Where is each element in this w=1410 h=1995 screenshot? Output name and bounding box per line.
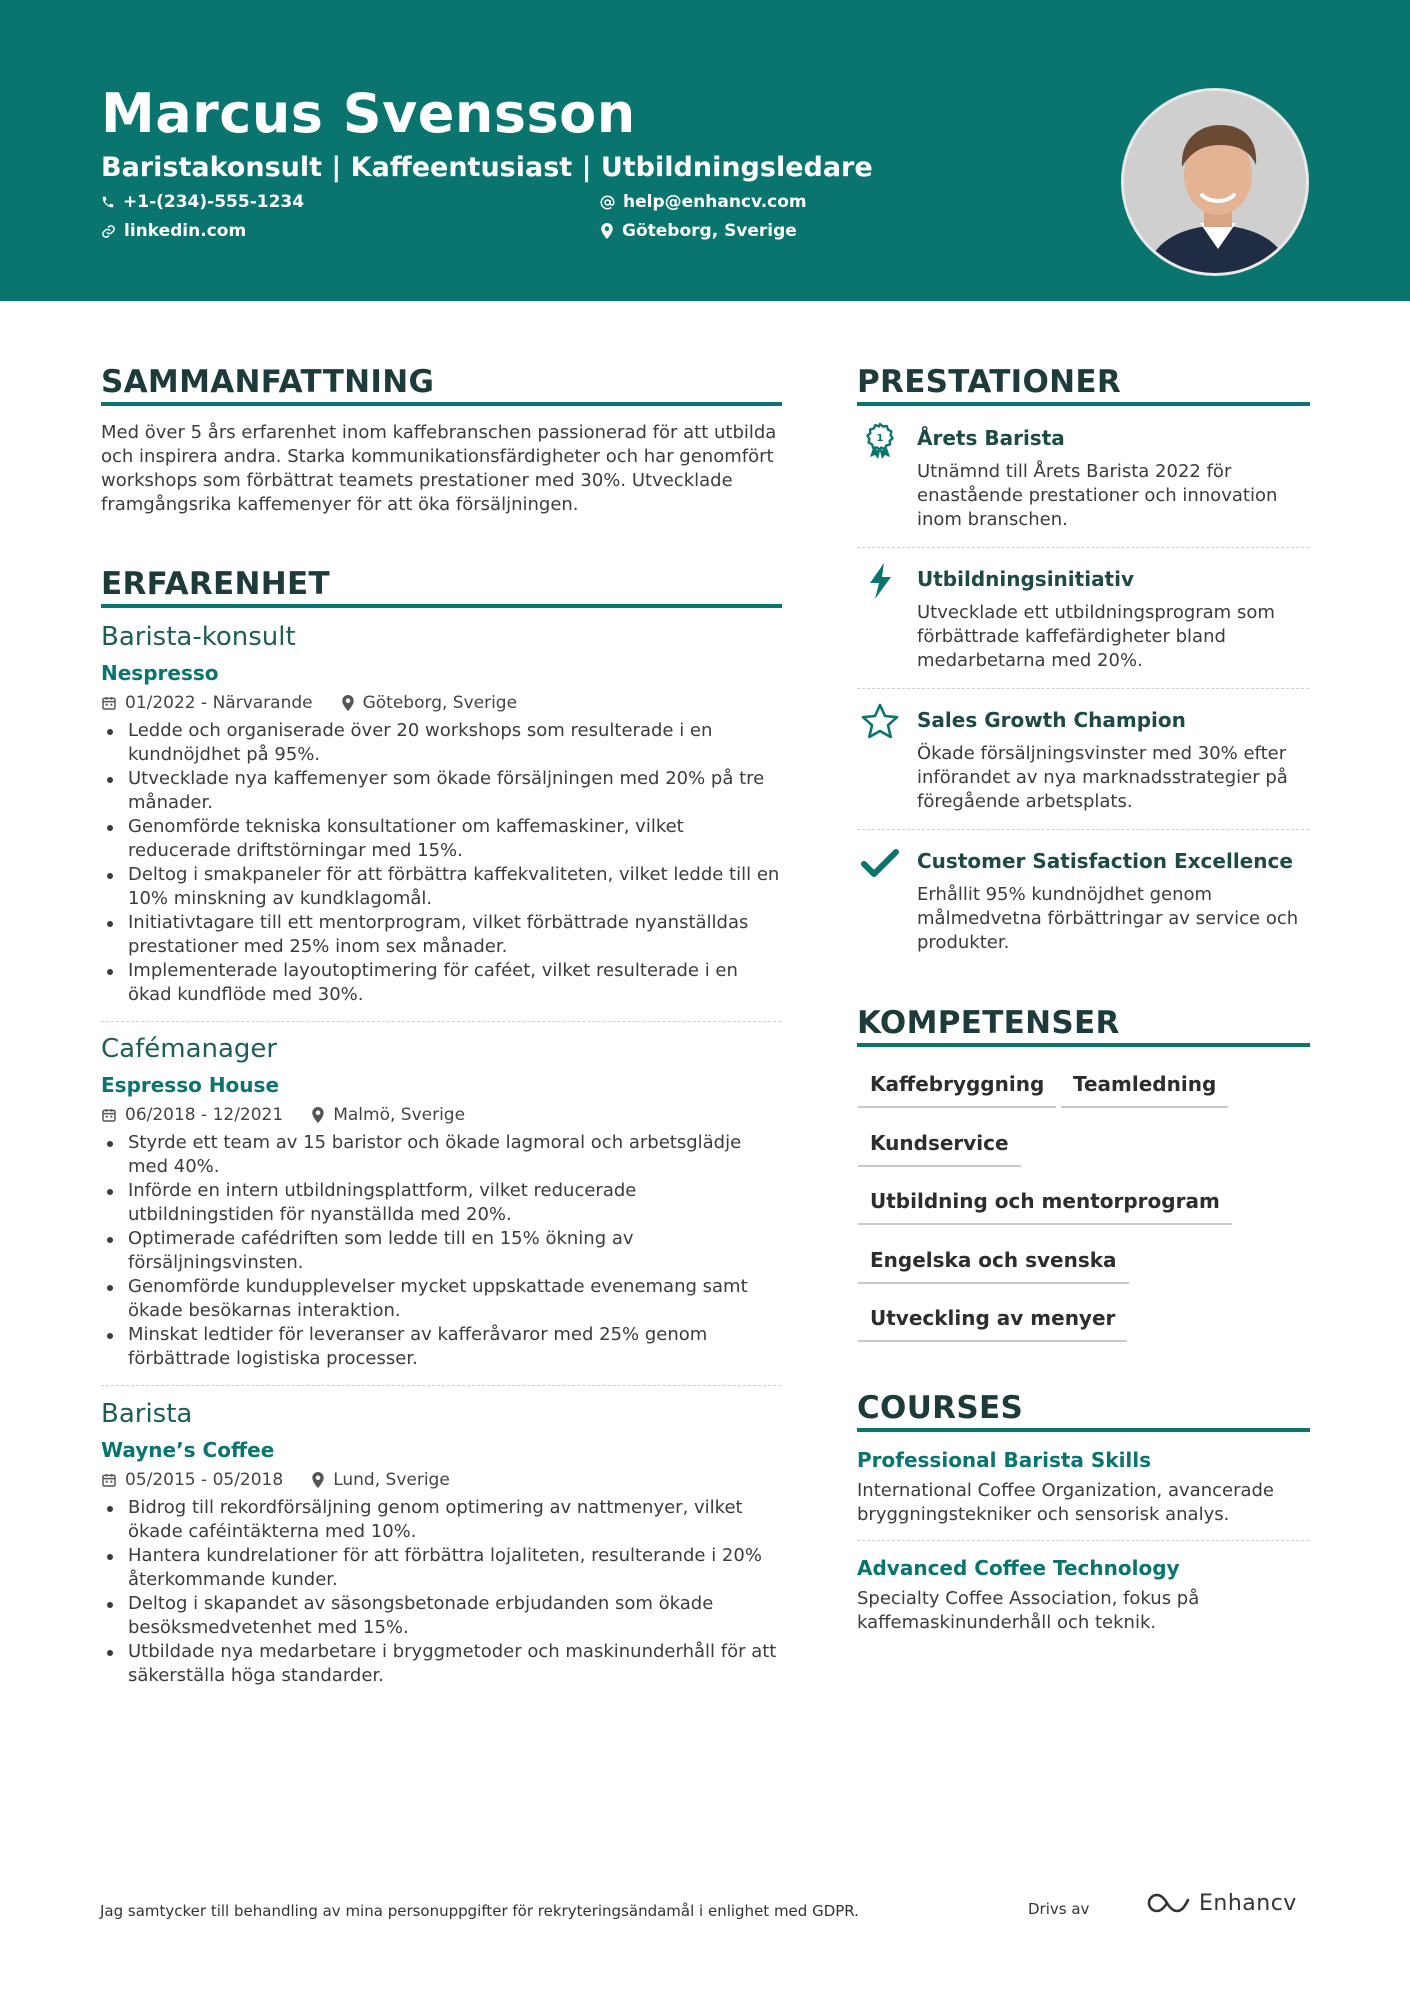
list-item: Införde en intern utbildningsplattform, vilket reducerade utbildningstiden för nyanställda med 20%. [101,1179,781,1227]
achievement-divider [857,547,1309,548]
achievements-rule [857,402,1310,406]
skill-tag: Utbildning och mentorprogram [858,1189,1232,1225]
job-dates: 05/2015 - 05/2018 [125,1470,284,1490]
list-item: Styrde ett team av 15 baristor och ökade lagmoral och arbetsglädje med 40%. [101,1131,781,1179]
achievement-desc: Utvecklade ett utbildningsprogram som förbättrade kaffefärdigheter bland medarbetarna med 20%. [917,602,1275,671]
list-item: Minskat ledtider för leveranser av kafferåvaror med 25% genom förbättrade logistiska processer. [101,1323,781,1371]
job-dates: 01/2022 - Närvarande [125,693,313,713]
job-company: Espresso House [101,1073,280,1097]
job-location: Malmö, Sverige [333,1105,466,1125]
skill-tag: Kundservice [858,1131,1021,1167]
list-item: Hantera kundrelationer för att förbättra lojaliteten, resulterande i 20% återkommande kunder. [101,1544,781,1592]
star-outline-icon [860,702,900,742]
achievement-title: Sales Growth Champion [917,708,1186,732]
course-divider [857,1540,1309,1541]
email-text[interactable]: help@enhancv.com [623,192,807,212]
list-item: Ledde och organiserade över 20 workshops som resulterade i en kundnöjdhet på 95%. [101,719,781,767]
location-pin-icon [311,1472,325,1488]
list-item: Optimerade cafédriften som ledde till en 15% ökning av försäljningsvinsten. [101,1227,781,1275]
linkedin-text[interactable]: linkedin.com [124,221,247,241]
summary-text: Med över 5 års erfarenhet inom kaffebranschen passionerad för att utbilda och inspirera andra. Starka kommunikationsfärdigheter och har genomfört workshops som förbättrat teamets prestationer med 30%. Utvecklade framgångsrika kaffemenyer för att öka försäljningen. [101,422,777,515]
calendar-icon [101,1472,117,1488]
list-item: Genomförde kundupplevelser mycket uppskattade evenemang samt ökade besökarnas interaktion. [101,1275,781,1323]
course-desc: Specialty Coffee Association, fokus på kaffemaskinunderhåll och teknik. [857,1588,1200,1633]
job-bullets [101,1496,781,1688]
brand-name: Enhancv [1199,1890,1297,1916]
list-item: Bidrog till rekordförsäljning genom optimering av nattmenyer, vilket ökade caféintäkterna med 10%. [101,1496,781,1544]
job-title: Barista-konsult [101,622,296,652]
achievements-heading: PRESTATIONER [857,364,1122,400]
phone-text: +1-(234)-555-1234 [123,192,305,212]
job-meta [101,693,517,713]
svg-text:1: 1 [876,433,884,444]
list-item: Implementerade layoutoptimering för caféet, vilket resulterade i en ökad kundflöde med 30%. [101,959,781,1007]
location-text: Göteborg, Sverige [622,221,797,241]
skills-rule [857,1043,1310,1047]
skill-tag: Kaffebryggning [858,1072,1056,1108]
list-item: Utvecklade nya kaffemenyer som ökade försäljningen med 20% på tre månader. [101,767,781,815]
achievement-desc: Ökade försäljningsvinster med 30% efter införandet av nya marknadsstrategier på föregående arbetsplats. [917,743,1288,812]
job-location: Göteborg, Sverige [362,693,518,713]
at-sign-icon [600,195,615,210]
list-item: Deltog i smakpaneler för att förbättra kaffekvaliteten, vilket ledde till en 10% minskning av kundklagomål. [101,863,781,911]
link-icon [101,224,116,239]
contact-phone [101,192,304,212]
location-pin-icon [341,695,355,711]
course-title: Professional Barista Skills [857,1448,1152,1472]
summary-rule [101,402,782,406]
person-portrait-icon [1124,91,1309,276]
skill-tag: Utveckling av menyer [858,1306,1127,1342]
job-company: Wayne’s Coffee [101,1438,275,1462]
job-company: Nespresso [101,661,219,685]
contact-linkedin[interactable] [101,221,246,241]
job-divider [101,1021,781,1022]
achievement-divider [857,829,1309,830]
lightning-bolt-icon [860,561,900,601]
candidate-name: Marcus Svensson [101,82,636,145]
job-location: Lund, Sverige [333,1470,450,1490]
experience-heading: ERFARENHET [101,566,330,602]
achievement-title: Utbildningsinitiativ [917,567,1135,591]
achievement-title: Customer Satisfaction Excellence [917,849,1293,873]
contact-location [600,221,797,241]
achievement-desc: Erhållit 95% kundnöjdhet genom målmedvetna förbättringar av service och produkter. [917,884,1299,953]
job-dates: 06/2018 - 12/2021 [125,1105,284,1125]
brand-logo[interactable] [1147,1890,1297,1916]
courses-rule [857,1428,1310,1432]
powered-by-label: Drivs av [1028,1900,1090,1918]
achievement-title: Årets Barista [917,426,1065,450]
job-divider [101,1385,781,1386]
phone-icon [101,195,115,209]
achievement-divider [857,688,1309,689]
job-bullets [101,719,781,1007]
job-meta [101,1105,465,1125]
skill-tag: Teamledning [1061,1072,1228,1108]
experience-rule [101,604,782,608]
candidate-tagline: Baristakonsult | Kaffeentusiast | Utbildningsledare [101,152,873,183]
enhancv-logo-icon [1147,1890,1191,1916]
checkmark-icon [860,843,900,883]
list-item: Genomförde tekniska konsultationer om kaffemaskiner, vilket reducerade driftstörningar med 15%. [101,815,781,863]
calendar-icon [101,1107,117,1123]
location-pin-icon [311,1107,325,1123]
job-bullets [101,1131,781,1371]
skills-heading: KOMPETENSER [857,1005,1120,1041]
job-title: Barista [101,1399,193,1429]
location-pin-icon [600,223,614,239]
list-item: Initiativtagare till ett mentorprogram, vilket förbättrade nyanställdas prestationer med 25% inom sex månader. [101,911,781,959]
resume-header [0,0,1410,301]
gdpr-consent: Jag samtycker till behandling av mina personuppgifter för rekryteringsändamål i enlighet med GDPR. [100,1902,859,1920]
award-ribbon-icon [860,420,900,460]
courses-heading: COURSES [857,1390,1024,1426]
job-meta [101,1470,450,1490]
list-item: Utbildade nya medarbetare i bryggmetoder och maskinunderhåll för att säkerställa höga standarder. [101,1640,781,1688]
list-item: Deltog i skapandet av säsongsbetonade erbjudanden som ökade besöksmedvetenhet med 15%. [101,1592,781,1640]
calendar-icon [101,695,117,711]
skill-tag: Engelska och svenska [858,1248,1129,1284]
profile-photo [1121,88,1309,276]
contact-email[interactable] [600,192,807,212]
summary-heading: SAMMANFATTNING [101,364,435,400]
course-title: Advanced Coffee Technology [857,1556,1180,1580]
achievement-desc: Utnämnd till Årets Barista 2022 för enastående prestationer och innovation inom branschen. [917,461,1278,530]
job-title: Cafémanager [101,1034,278,1064]
course-desc: International Coffee Organization, avancerade bryggningstekniker och sensorisk analys. [857,1480,1274,1525]
